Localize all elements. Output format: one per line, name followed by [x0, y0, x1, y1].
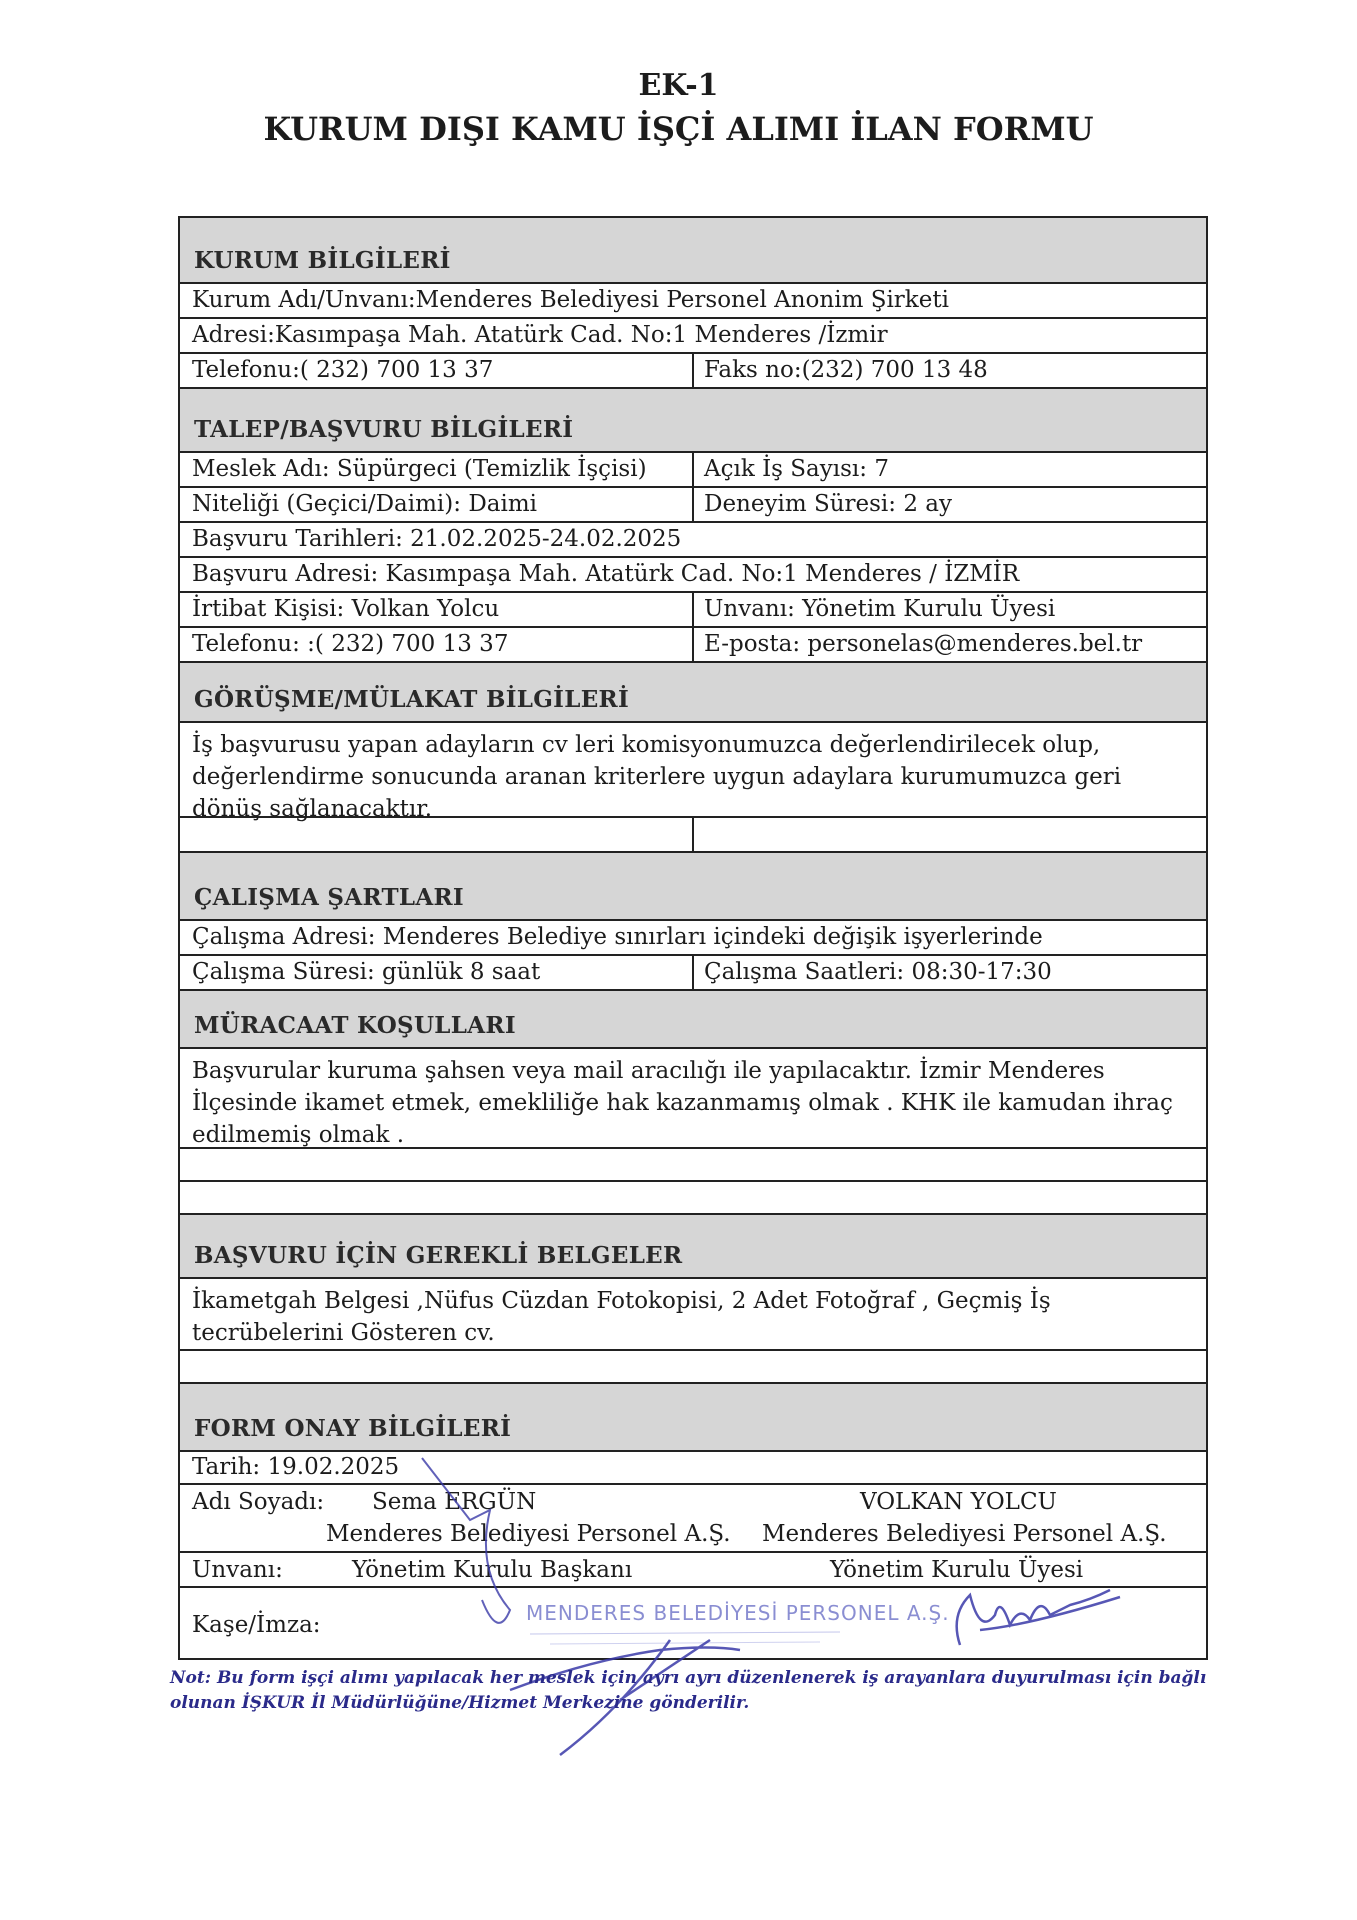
footnote-label: Not: [170, 1668, 212, 1688]
section-header-kurum [178, 216, 1208, 284]
talep-row-irtibat [178, 593, 1208, 628]
belgeler-text: İkametgah Belgesi ,Nüfus Cüzdan Fotokopisi, 2 Adet Fotoğraf , Geçmiş İş tecrübelerini Gösteren cv. [192, 1288, 1051, 1346]
calisma-saatleri: Çalışma Saatleri: 08:30-17:30 [704, 959, 1052, 985]
footnote-text: Bu form işçi alımı yapılacak her meslek için ayrı ayrı düzenlenerek iş arayanlara duyurulması için bağlı olunan İŞKUR İl Müdürlüğüne/Hizmet Merkezine gönderilir. [170, 1668, 1207, 1713]
section-title: BAŞVURU İÇİN GEREKLİ BELGELER [194, 1242, 683, 1269]
basvuru-adresi: Başvuru Adresi: Kasımpaşa Mah. Atatürk Cad. No:1 Menderes / İZMİR [192, 561, 1020, 587]
irtibat-unvan: Unvanı: Yönetim Kurulu Üyesi [704, 596, 1056, 622]
section-header-muracaat [178, 991, 1208, 1049]
footnote [170, 1666, 1210, 1716]
document-title: KURUM DIŞI KAMU İŞÇİ ALIMI İLAN FORMU [263, 110, 1094, 148]
section-title: ÇALIŞMA ŞARTLARI [194, 884, 464, 911]
kurum-phone-row [178, 354, 1208, 389]
belgeler-text-row [178, 1279, 1208, 1351]
nitelik: Niteliği (Geçici/Daimi): Daimi [192, 491, 537, 517]
irtibat-kisisi: İrtibat Kişisi: Volkan Yolcu [192, 596, 500, 622]
talep-row-tarihler [178, 523, 1208, 558]
section-title: MÜRACAAT KOŞULLARI [194, 1012, 516, 1039]
kurum-address: Adresi:Kasımpaşa Mah. Atatürk Cad. No:1 Menderes /İzmir [192, 322, 888, 348]
empty-row [178, 1351, 1208, 1384]
muracaat-text: Başvurular kuruma şahsen veya mail aracılığı ile yapılacaktır. İzmir Menderes İlçesinde ikamet etmek, emekliliğe hak kazanmamış olmak . KHK ile kamudan ihraç edilmemiş olmak . [192, 1058, 1173, 1148]
column-divider [692, 453, 694, 486]
empty-row [178, 818, 1208, 853]
section-title: FORM ONAY BİLGİLERİ [194, 1415, 512, 1442]
talep-eposta: E-posta: personelas@menderes.bel.tr [704, 631, 1143, 657]
talep-row-meslek [178, 453, 1208, 488]
calisma-adres-row [178, 921, 1208, 956]
signer-2-name: VOLKAN YOLCU [860, 1489, 1057, 1515]
kurum-phone: Telefonu:( 232) 700 13 37 [192, 357, 494, 383]
basvuru-tarihleri: Başvuru Tarihleri: 21.02.2025-24.02.2025 [192, 526, 682, 552]
calisma-sure-row [178, 956, 1208, 991]
section-header-calisma [178, 853, 1208, 921]
column-divider [692, 593, 694, 626]
gorusme-text-row [178, 723, 1208, 822]
talep-row-nitelik [178, 488, 1208, 523]
kase-imza-label: Kaşe/İmza: [192, 1612, 321, 1638]
signature-1 [410, 1450, 840, 1770]
talep-row-telefon [178, 628, 1208, 663]
talep-telefon: Telefonu: :( 232) 700 13 37 [192, 631, 509, 657]
kurum-address-row [178, 319, 1208, 354]
section-header-gorusme [178, 663, 1208, 723]
calisma-suresi: Çalışma Süresi: günlük 8 saat [192, 959, 541, 985]
empty-row [178, 1182, 1208, 1215]
deneyim-suresi: Deneyim Süresi: 2 ay [704, 491, 952, 517]
column-divider [692, 818, 694, 851]
section-title: KURUM BİLGİLERİ [194, 247, 451, 274]
column-divider [692, 488, 694, 521]
onay-tarih: Tarih: 19.02.2025 [192, 1454, 400, 1480]
section-title: GÖRÜŞME/MÜLAKAT BİLGİLERİ [194, 686, 629, 713]
section-header-belgeler [178, 1215, 1208, 1279]
signer-2-title: Yönetim Kurulu Üyesi [830, 1557, 1084, 1583]
empty-row [178, 1149, 1208, 1182]
acik-is-sayisi: Açık İş Sayısı: 7 [704, 456, 889, 482]
column-divider [692, 956, 694, 989]
talep-row-adres [178, 558, 1208, 593]
section-header-talep [178, 389, 1208, 453]
signer-1-name: Sema ERGÜN [372, 1489, 537, 1515]
muracaat-text-row [178, 1049, 1208, 1149]
calisma-adresi: Çalışma Adresi: Menderes Belediye sınırları içindeki değişik işyerlerinde [192, 924, 1043, 950]
section-header-onay [178, 1384, 1208, 1452]
svg-text:MENDERES BELEDİYESİ PERSONEL A: MENDERES BELEDİYESİ PERSONEL A.Ş. [526, 1601, 950, 1625]
signer-2-institution: Menderes Belediyesi Personel A.Ş. [762, 1521, 1167, 1547]
column-divider [692, 354, 694, 387]
signer-1-institution: Menderes Belediyesi Personel A.Ş. [326, 1521, 731, 1547]
document-code: EK-1 [638, 68, 719, 103]
adi-soyadi-label: Adı Soyadı: [192, 1489, 325, 1515]
kurum-name-row [178, 284, 1208, 319]
signer-1-title: Yönetim Kurulu Başkanı [352, 1557, 633, 1583]
section-title: TALEP/BAŞVURU BİLGİLERİ [194, 416, 574, 443]
unvan-label: Unvanı: [192, 1557, 283, 1583]
column-divider [692, 628, 694, 661]
signature-2 [940, 1575, 1140, 1665]
meslek-adi: Meslek Adı: Süpürgeci (Temizlik İşçisi) [192, 456, 647, 482]
gorusme-text: İş başvurusu yapan adayların cv leri komisyonumuzca değerlendirilecek olup, değerlendirme sonucunda aranan kriterlere uygun adaylara kurumumuzca geri dönüş sağlanacaktır. [192, 732, 1122, 822]
kurum-name: Kurum Adı/Unvanı:Menderes Belediyesi Personel Anonim Şirketi [192, 287, 949, 313]
kurum-fax: Faks no:(232) 700 13 48 [704, 357, 988, 383]
